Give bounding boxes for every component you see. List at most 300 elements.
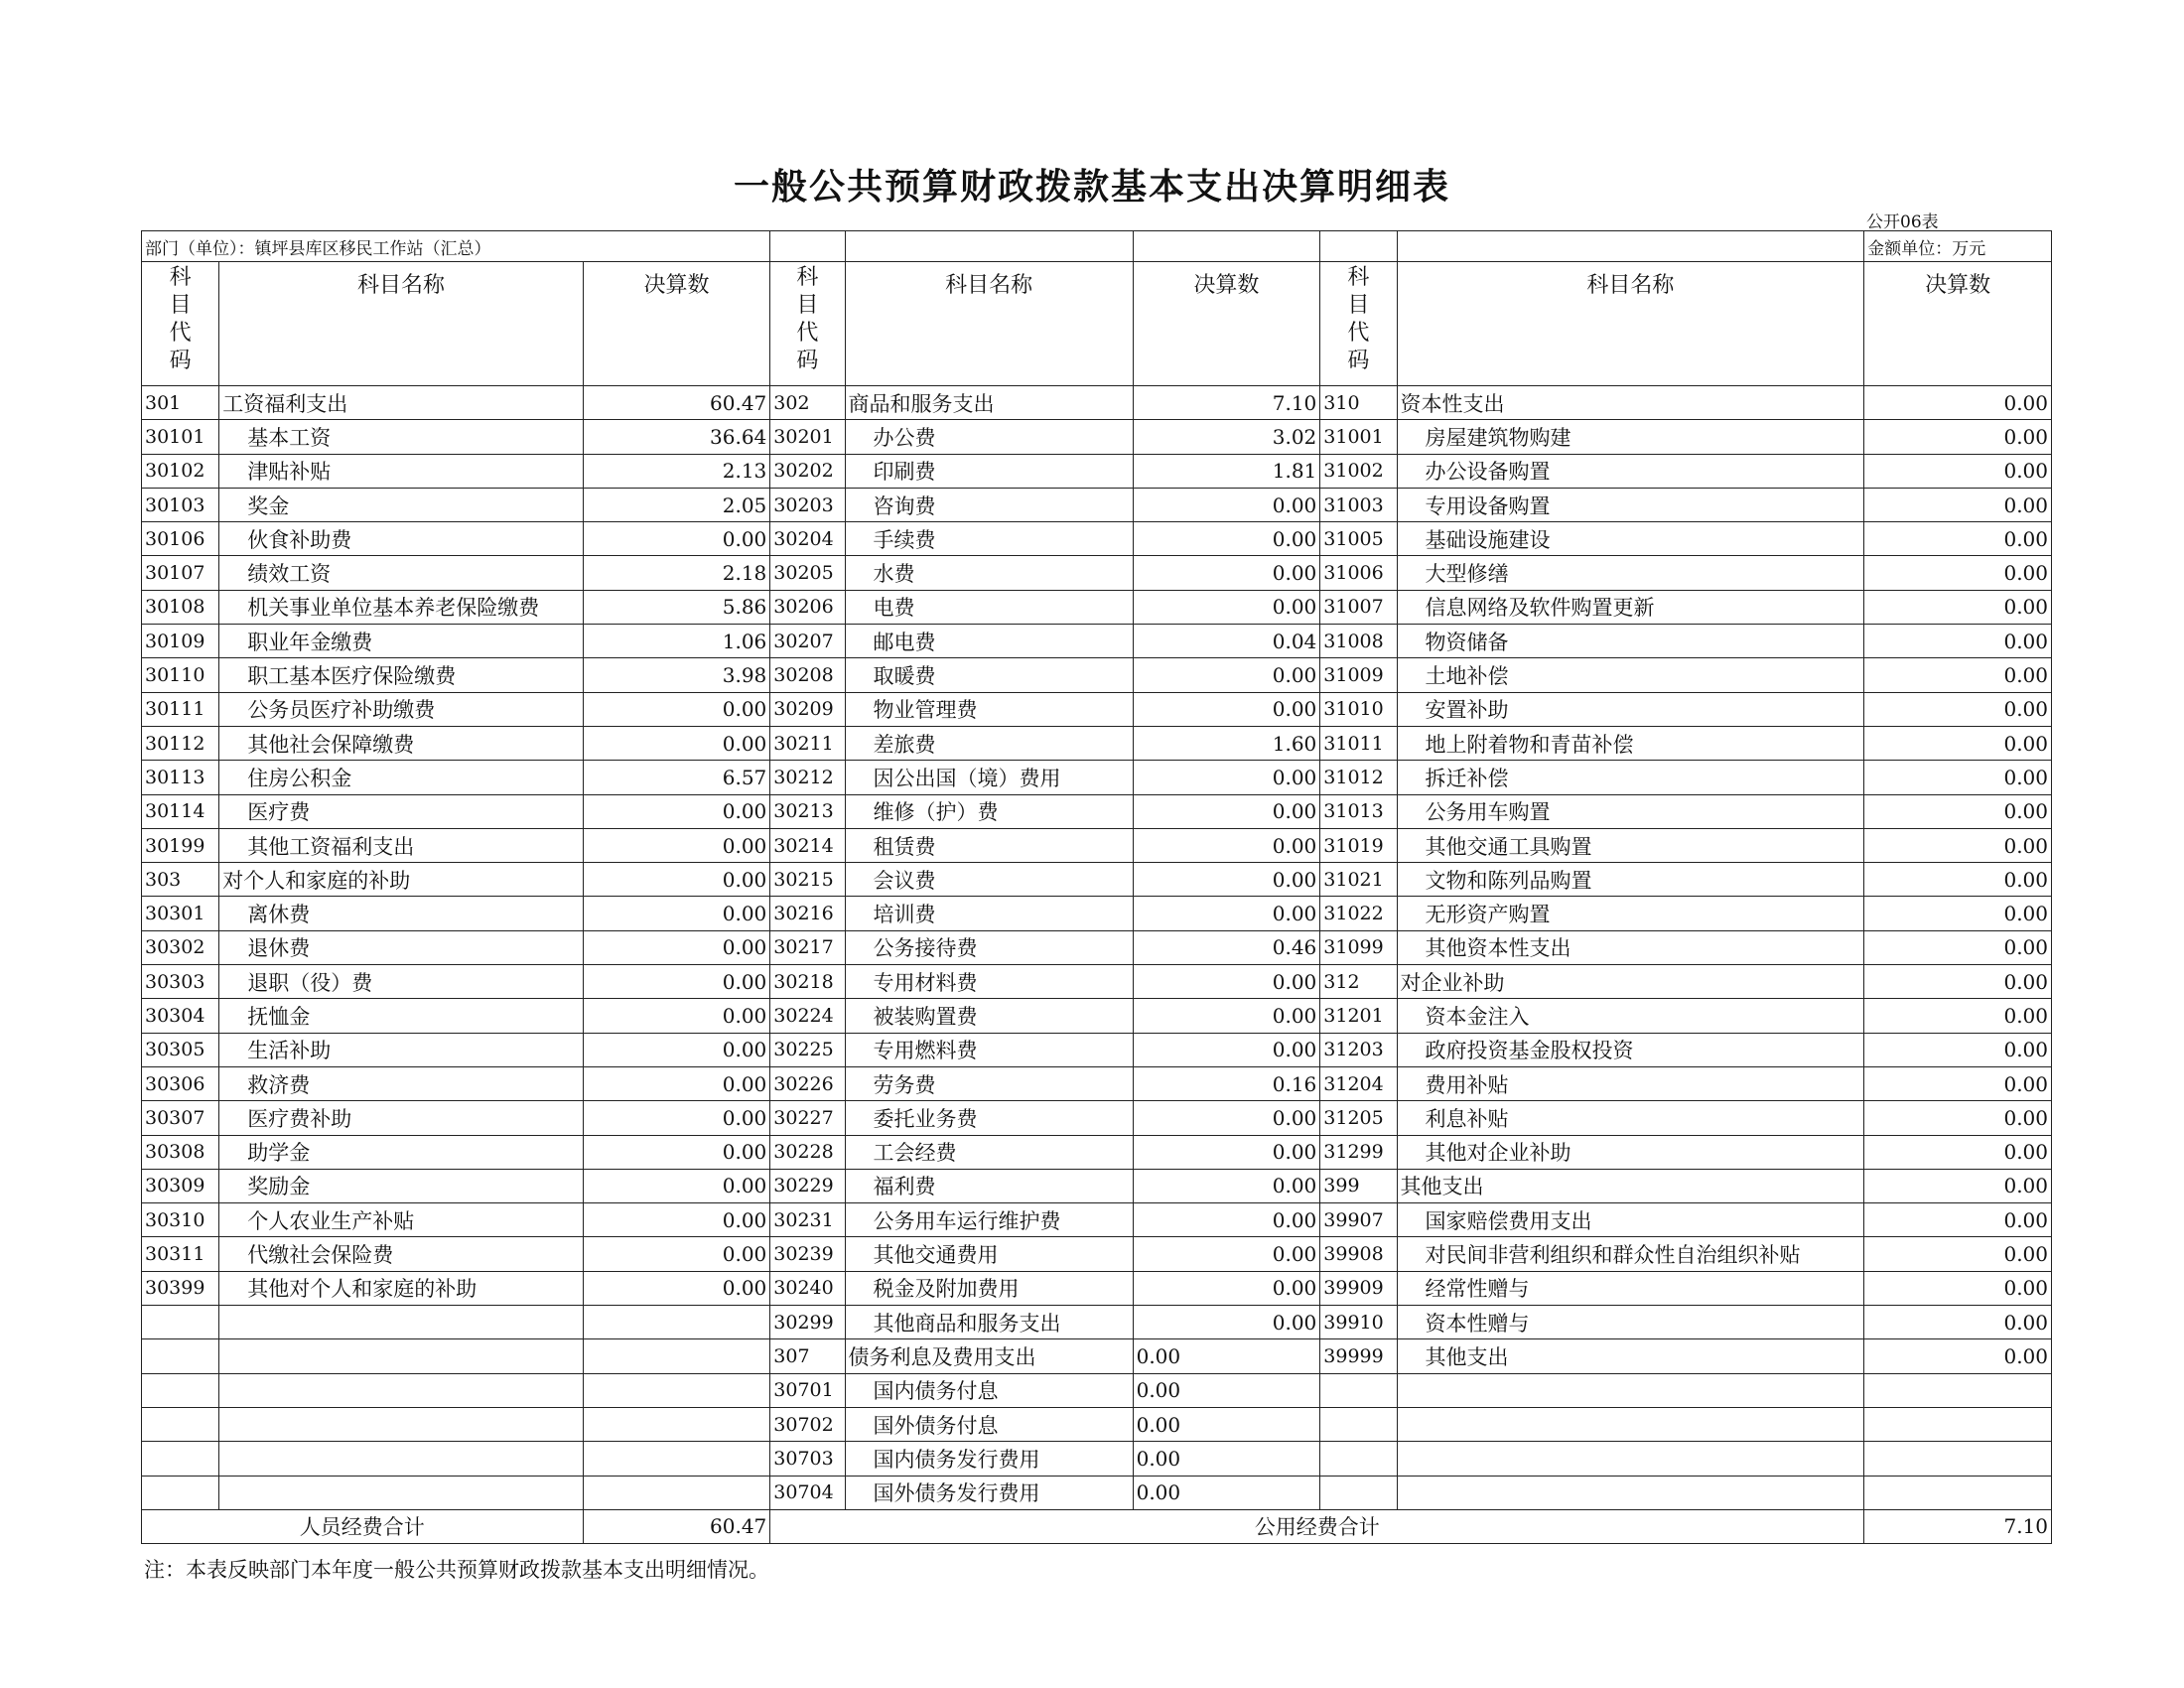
amount-value: 0.00 — [1133, 999, 1320, 1033]
subject-code: 30704 — [770, 1476, 845, 1509]
subject-name: 劳务费 — [845, 1066, 1133, 1100]
subject-code — [1320, 1407, 1397, 1441]
subject-code: 30109 — [142, 625, 219, 658]
amount-value: 0.00 — [1133, 1373, 1320, 1407]
subject-code: 31021 — [1320, 863, 1397, 897]
public-total-value: 7.10 — [1864, 1509, 2052, 1543]
subject-name: 抚恤金 — [219, 999, 583, 1033]
table-row — [142, 454, 2052, 488]
subject-name: 国内债务发行费用 — [845, 1442, 1133, 1476]
form-number: 公开06表 — [1866, 212, 1939, 232]
amount-value: 3.98 — [583, 658, 770, 692]
subject-code: 31005 — [1320, 522, 1397, 556]
subject-name: 救济费 — [219, 1066, 583, 1100]
subject-name: 信息网络及软件购置更新 — [1397, 590, 1864, 624]
subject-code: 39999 — [1320, 1339, 1397, 1373]
subject-code: 31001 — [1320, 420, 1397, 454]
table-row — [142, 999, 2052, 1033]
amount-value: 0.00 — [1864, 863, 2052, 897]
subject-code — [142, 1339, 219, 1373]
footnote: 注：本表反映部门本年度一般公共预算财政拨款基本支出明细情况。 — [144, 1558, 769, 1582]
amount-value: 3.02 — [1133, 420, 1320, 454]
amount-value: 1.06 — [583, 625, 770, 658]
table-row — [142, 386, 2052, 420]
subject-name: 其他支出 — [1397, 1339, 1864, 1373]
amount-value: 0.00 — [1864, 1306, 2052, 1339]
subject-code: 30212 — [770, 761, 845, 794]
amount-value: 0.00 — [1864, 1169, 2052, 1202]
subject-name: 对企业补助 — [1397, 965, 1864, 999]
subject-code: 30208 — [770, 658, 845, 692]
subject-code: 31007 — [1320, 590, 1397, 624]
subject-code: 30209 — [770, 692, 845, 726]
subject-code: 310 — [1320, 386, 1397, 420]
subject-name: 其他社会保障缴费 — [219, 726, 583, 760]
amount-value: 0.00 — [1133, 1442, 1320, 1476]
amount-value: 0.00 — [583, 522, 770, 556]
subject-name: 资本性支出 — [1397, 386, 1864, 420]
subject-code: 30304 — [142, 999, 219, 1033]
amount-value: 0.00 — [1133, 692, 1320, 726]
amount-value: 0.00 — [1133, 1033, 1320, 1066]
amount-value: 0.00 — [1864, 1203, 2052, 1237]
header-code: 科 目 代 码 — [1320, 262, 1397, 386]
subject-name: 被装购置费 — [845, 999, 1133, 1033]
subject-name: 取暖费 — [845, 658, 1133, 692]
personnel-total-label: 人员经费合计 — [142, 1509, 584, 1543]
subject-code — [142, 1442, 219, 1476]
subject-code: 307 — [770, 1339, 845, 1373]
subject-code: 30302 — [142, 930, 219, 964]
table-row — [142, 658, 2052, 692]
subject-name: 医疗费补助 — [219, 1101, 583, 1135]
amount-value: 0.00 — [1864, 556, 2052, 590]
subject-name: 咨询费 — [845, 488, 1133, 521]
amount-value — [1864, 1373, 2052, 1407]
subject-name — [1397, 1373, 1864, 1407]
subject-name: 税金及附加费用 — [845, 1271, 1133, 1305]
subject-name — [219, 1306, 583, 1339]
subject-name: 办公费 — [845, 420, 1133, 454]
subject-name: 个人农业生产补贴 — [219, 1203, 583, 1237]
subject-code: 30202 — [770, 454, 845, 488]
subject-name: 物资储备 — [1397, 625, 1864, 658]
subject-name: 物业管理费 — [845, 692, 1133, 726]
amount-value — [583, 1373, 770, 1407]
subject-name: 其他交通费用 — [845, 1237, 1133, 1271]
subject-code: 30108 — [142, 590, 219, 624]
subject-code: 30311 — [142, 1237, 219, 1271]
amount-value: 5.86 — [583, 590, 770, 624]
amount-value: 1.60 — [1133, 726, 1320, 760]
subject-name: 委托业务费 — [845, 1101, 1133, 1135]
table-row — [142, 1306, 2052, 1339]
subject-name: 基础设施建设 — [1397, 522, 1864, 556]
amount-value: 0.00 — [1133, 590, 1320, 624]
subject-name: 公务员医疗补助缴费 — [219, 692, 583, 726]
subject-name: 公务用车运行维护费 — [845, 1203, 1133, 1237]
subject-name: 国家赔偿费用支出 — [1397, 1203, 1864, 1237]
subject-code: 30113 — [142, 761, 219, 794]
subject-code: 30204 — [770, 522, 845, 556]
header-code: 科 目 代 码 — [142, 262, 219, 386]
table-row — [142, 590, 2052, 624]
subject-name: 奖金 — [219, 488, 583, 521]
public-total-label: 公用经费合计 — [770, 1509, 1864, 1543]
subject-code — [142, 1306, 219, 1339]
subject-name: 津贴补贴 — [219, 454, 583, 488]
subject-name: 资本金注入 — [1397, 999, 1864, 1033]
subject-code: 30305 — [142, 1033, 219, 1066]
subject-name: 政府投资基金股权投资 — [1397, 1033, 1864, 1066]
unit-label: 金额单位：万元 — [1864, 231, 2052, 262]
meta-blank — [1397, 231, 1864, 262]
subject-code: 30201 — [770, 420, 845, 454]
subject-name: 大型修缮 — [1397, 556, 1864, 590]
subject-code: 30306 — [142, 1066, 219, 1100]
subject-code — [1320, 1476, 1397, 1509]
amount-value: 7.10 — [1133, 386, 1320, 420]
table-row — [142, 556, 2052, 590]
subject-code: 31006 — [1320, 556, 1397, 590]
subject-code — [1320, 1442, 1397, 1476]
subject-name: 邮电费 — [845, 625, 1133, 658]
table-row — [142, 1373, 2052, 1407]
subject-name: 医疗费 — [219, 794, 583, 828]
amount-value: 0.00 — [583, 930, 770, 964]
subject-name: 公务接待费 — [845, 930, 1133, 964]
amount-value — [583, 1476, 770, 1509]
subject-code: 30216 — [770, 897, 845, 930]
subject-code: 30301 — [142, 897, 219, 930]
subject-code: 30103 — [142, 488, 219, 521]
subject-code: 30213 — [770, 794, 845, 828]
subject-name: 费用补贴 — [1397, 1066, 1864, 1100]
page-title: 一般公共预算财政拨款基本支出决算明细表 — [733, 167, 1450, 208]
subject-name: 债务利息及费用支出 — [845, 1339, 1133, 1373]
amount-value: 0.00 — [1864, 1033, 2052, 1066]
subject-name — [1397, 1407, 1864, 1441]
meta-row — [142, 231, 2052, 262]
subject-name — [1397, 1476, 1864, 1509]
amount-value: 6.57 — [583, 761, 770, 794]
subject-name: 土地补偿 — [1397, 658, 1864, 692]
header-code: 科 目 代 码 — [770, 262, 845, 386]
subject-name: 代缴社会保险费 — [219, 1237, 583, 1271]
subject-name — [1397, 1442, 1864, 1476]
subject-code: 31204 — [1320, 1066, 1397, 1100]
amount-value: 0.00 — [1864, 726, 2052, 760]
table-row — [142, 1476, 2052, 1509]
subject-name: 离休费 — [219, 897, 583, 930]
amount-value: 0.00 — [583, 999, 770, 1033]
subject-code: 30299 — [770, 1306, 845, 1339]
table-row — [142, 1203, 2052, 1237]
amount-value: 0.00 — [1864, 999, 2052, 1033]
subject-code: 30215 — [770, 863, 845, 897]
amount-value — [583, 1306, 770, 1339]
subject-code: 31012 — [1320, 761, 1397, 794]
amount-value: 0.00 — [583, 1135, 770, 1169]
subject-code: 301 — [142, 386, 219, 420]
subject-code: 31013 — [1320, 794, 1397, 828]
table-row — [142, 1101, 2052, 1135]
amount-value: 2.05 — [583, 488, 770, 521]
amount-value: 0.00 — [1133, 1203, 1320, 1237]
amount-value: 0.00 — [583, 1101, 770, 1135]
subject-name: 职业年金缴费 — [219, 625, 583, 658]
amount-value — [583, 1407, 770, 1441]
subject-name: 国外债务发行费用 — [845, 1476, 1133, 1509]
subject-name: 对个人和家庭的补助 — [219, 863, 583, 897]
subject-name: 国外债务付息 — [845, 1407, 1133, 1441]
amount-value: 0.00 — [1864, 386, 2052, 420]
header-row — [142, 262, 2052, 386]
subject-name: 水费 — [845, 556, 1133, 590]
subject-code: 30199 — [142, 828, 219, 862]
subject-name: 伙食补助费 — [219, 522, 583, 556]
subject-code: 30218 — [770, 965, 845, 999]
subject-name: 其他资本性支出 — [1397, 930, 1864, 964]
totals-row — [142, 1509, 2052, 1543]
subject-code: 303 — [142, 863, 219, 897]
amount-value: 0.00 — [1864, 1271, 2052, 1305]
amount-value: 0.04 — [1133, 625, 1320, 658]
meta-blank — [1133, 231, 1320, 262]
amount-value: 0.00 — [1133, 897, 1320, 930]
table-row — [142, 726, 2052, 760]
subject-name: 基本工资 — [219, 420, 583, 454]
subject-code: 31205 — [1320, 1101, 1397, 1135]
subject-name: 专用设备购置 — [1397, 488, 1864, 521]
subject-code: 30112 — [142, 726, 219, 760]
subject-name — [219, 1407, 583, 1441]
amount-value: 0.00 — [583, 1066, 770, 1100]
subject-name: 电费 — [845, 590, 1133, 624]
subject-code: 30308 — [142, 1135, 219, 1169]
amount-value: 0.00 — [1864, 897, 2052, 930]
subject-code: 39909 — [1320, 1271, 1397, 1305]
subject-name: 办公设备购置 — [1397, 454, 1864, 488]
subject-name: 住房公积金 — [219, 761, 583, 794]
table-row — [142, 1033, 2052, 1066]
subject-name: 利息补贴 — [1397, 1101, 1864, 1135]
subject-code — [142, 1476, 219, 1509]
subject-code — [142, 1407, 219, 1441]
amount-value: 0.00 — [583, 828, 770, 862]
amount-value: 0.00 — [1864, 761, 2052, 794]
table-row — [142, 1135, 2052, 1169]
subject-code: 30303 — [142, 965, 219, 999]
header-amount: 决算数 — [583, 262, 770, 386]
subject-code: 30307 — [142, 1101, 219, 1135]
amount-value: 0.00 — [1133, 556, 1320, 590]
amount-value: 0.00 — [583, 1033, 770, 1066]
amount-value: 0.00 — [1133, 1135, 1320, 1169]
subject-code: 312 — [1320, 965, 1397, 999]
table-row — [142, 761, 2052, 794]
amount-value: 0.16 — [1133, 1066, 1320, 1100]
amount-value: 0.00 — [1133, 761, 1320, 794]
subject-code: 30227 — [770, 1101, 845, 1135]
meta-blank — [770, 231, 845, 262]
subject-code: 30225 — [770, 1033, 845, 1066]
subject-name: 印刷费 — [845, 454, 1133, 488]
amount-value — [1864, 1476, 2052, 1509]
subject-name: 绩效工资 — [219, 556, 583, 590]
subject-name: 奖励金 — [219, 1169, 583, 1202]
amount-value: 0.00 — [1133, 1476, 1320, 1509]
amount-value: 0.00 — [583, 897, 770, 930]
subject-name: 拆迁补偿 — [1397, 761, 1864, 794]
header-name: 科目名称 — [1397, 262, 1864, 386]
subject-name: 经常性赠与 — [1397, 1271, 1864, 1305]
amount-value: 0.00 — [1133, 1271, 1320, 1305]
amount-value: 0.00 — [1133, 1306, 1320, 1339]
subject-name: 机关事业单位基本养老保险缴费 — [219, 590, 583, 624]
subject-code: 31008 — [1320, 625, 1397, 658]
subject-name: 其他商品和服务支出 — [845, 1306, 1133, 1339]
subject-name: 国内债务付息 — [845, 1373, 1133, 1407]
subject-code: 30205 — [770, 556, 845, 590]
subject-name: 会议费 — [845, 863, 1133, 897]
subject-name: 文物和陈列品购置 — [1397, 863, 1864, 897]
subject-name: 地上附着物和青苗补偿 — [1397, 726, 1864, 760]
header-amount: 决算数 — [1864, 262, 2052, 386]
amount-value: 0.00 — [1864, 1101, 2052, 1135]
subject-code: 30702 — [770, 1407, 845, 1441]
personnel-total-value: 60.47 — [583, 1509, 770, 1543]
amount-value: 0.00 — [1864, 930, 2052, 964]
header-name: 科目名称 — [845, 262, 1133, 386]
subject-code — [142, 1373, 219, 1407]
amount-value: 0.00 — [1864, 658, 2052, 692]
amount-value: 0.00 — [583, 1237, 770, 1271]
header-name: 科目名称 — [219, 262, 583, 386]
amount-value: 0.00 — [1864, 692, 2052, 726]
amount-value: 0.00 — [1864, 1135, 2052, 1169]
amount-value: 0.00 — [1864, 965, 2052, 999]
subject-name: 商品和服务支出 — [845, 386, 1133, 420]
amount-value: 0.00 — [1133, 794, 1320, 828]
subject-code: 30217 — [770, 930, 845, 964]
subject-code: 31003 — [1320, 488, 1397, 521]
subject-code: 302 — [770, 386, 845, 420]
amount-value: 0.00 — [1133, 488, 1320, 521]
subject-name: 差旅费 — [845, 726, 1133, 760]
subject-name: 房屋建筑物购建 — [1397, 420, 1864, 454]
subject-code: 31022 — [1320, 897, 1397, 930]
amount-value — [583, 1339, 770, 1373]
subject-name: 工会经费 — [845, 1135, 1133, 1169]
subject-code: 31009 — [1320, 658, 1397, 692]
amount-value: 0.00 — [1864, 625, 2052, 658]
subject-code: 30206 — [770, 590, 845, 624]
subject-code: 30240 — [770, 1271, 845, 1305]
subject-code: 399 — [1320, 1169, 1397, 1202]
amount-value: 2.13 — [583, 454, 770, 488]
subject-name: 安置补助 — [1397, 692, 1864, 726]
amount-value: 0.00 — [1133, 828, 1320, 862]
subject-code: 30226 — [770, 1066, 845, 1100]
table-row — [142, 1442, 2052, 1476]
amount-value: 0.00 — [1864, 1237, 2052, 1271]
subject-code: 31099 — [1320, 930, 1397, 964]
amount-value: 0.00 — [583, 794, 770, 828]
subject-code: 30110 — [142, 658, 219, 692]
amount-value: 0.00 — [1864, 794, 2052, 828]
subject-code: 30239 — [770, 1237, 845, 1271]
subject-name: 维修（护）费 — [845, 794, 1133, 828]
subject-code: 30107 — [142, 556, 219, 590]
department-label: 部门（单位）：镇坪县库区移民工作站（汇总） — [142, 231, 770, 262]
meta-blank — [1320, 231, 1397, 262]
header-amount: 决算数 — [1133, 262, 1320, 386]
subject-name: 福利费 — [845, 1169, 1133, 1202]
subject-code — [1320, 1373, 1397, 1407]
table-row — [142, 863, 2052, 897]
table-row — [142, 1339, 2052, 1373]
subject-code: 39907 — [1320, 1203, 1397, 1237]
subject-name: 资本性赠与 — [1397, 1306, 1864, 1339]
amount-value: 0.00 — [583, 1271, 770, 1305]
subject-code: 30102 — [142, 454, 219, 488]
subject-code: 30228 — [770, 1135, 845, 1169]
table-row — [142, 1271, 2052, 1305]
subject-name: 对民间非营利组织和群众性自治组织补贴 — [1397, 1237, 1864, 1271]
subject-code: 31002 — [1320, 454, 1397, 488]
subject-code: 30309 — [142, 1169, 219, 1202]
amount-value: 0.00 — [583, 863, 770, 897]
amount-value — [1864, 1407, 2052, 1441]
amount-value: 2.18 — [583, 556, 770, 590]
amount-value: 0.46 — [1133, 930, 1320, 964]
subject-code: 30207 — [770, 625, 845, 658]
subject-name: 其他交通工具购置 — [1397, 828, 1864, 862]
subject-name: 因公出国（境）费用 — [845, 761, 1133, 794]
amount-value: 0.00 — [1864, 420, 2052, 454]
subject-name — [219, 1339, 583, 1373]
table-row — [142, 897, 2052, 930]
subject-name: 公务用车购置 — [1397, 794, 1864, 828]
expenditure-detail-table — [141, 230, 2052, 1544]
table-row — [142, 1407, 2052, 1441]
subject-name: 其他支出 — [1397, 1169, 1864, 1202]
subject-name: 生活补助 — [219, 1033, 583, 1066]
amount-value — [1864, 1442, 2052, 1476]
table-row — [142, 794, 2052, 828]
subject-code: 30214 — [770, 828, 845, 862]
amount-value — [583, 1442, 770, 1476]
subject-code: 30211 — [770, 726, 845, 760]
table-row — [142, 1169, 2052, 1202]
table-row — [142, 1237, 2052, 1271]
subject-code: 30114 — [142, 794, 219, 828]
subject-code: 31201 — [1320, 999, 1397, 1033]
subject-name: 其他对个人和家庭的补助 — [219, 1271, 583, 1305]
amount-value: 0.00 — [583, 1169, 770, 1202]
subject-code: 30229 — [770, 1169, 845, 1202]
subject-code: 31203 — [1320, 1033, 1397, 1066]
subject-code: 30703 — [770, 1442, 845, 1476]
subject-name: 手续费 — [845, 522, 1133, 556]
amount-value: 0.00 — [1133, 1169, 1320, 1202]
amount-value: 0.00 — [1133, 658, 1320, 692]
subject-code: 30101 — [142, 420, 219, 454]
amount-value: 0.00 — [1864, 454, 2052, 488]
subject-code: 30106 — [142, 522, 219, 556]
amount-value: 0.00 — [1133, 1101, 1320, 1135]
